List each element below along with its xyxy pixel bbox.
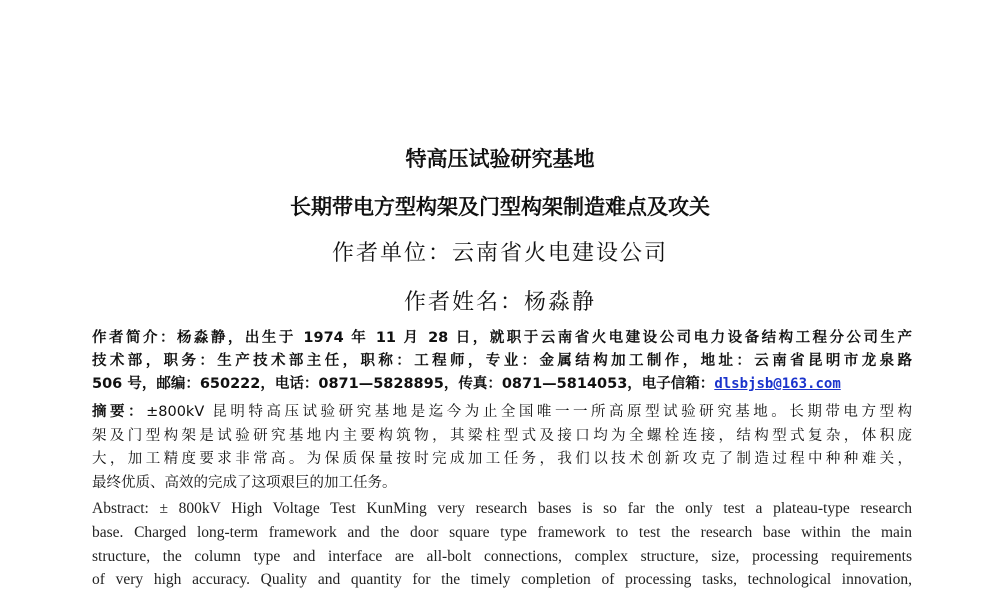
title-line-1: 特高压试验研究基地: [405, 147, 595, 171]
author-name: 作者姓名：杨淼静: [403, 290, 596, 315]
author-unit: 作者单位：云南省火电建设公司: [331, 241, 668, 266]
email-link[interactable]: dlsbjsb@163.com: [714, 376, 841, 392]
abstract-cn-line-1: [92, 401, 912, 425]
author-bio: [92, 327, 912, 396]
abstract-en-line-3: structure, the column type and interface are all-bolt connections, complex structure, size, processing requirements: [92, 547, 912, 565]
abstract-chinese: [92, 401, 912, 495]
bio-line-2: 技术部，职务：生产技术部主任，职称：工程师，专业：金属结构加工制作，地址：云南省昆明市龙泉路: [92, 353, 912, 369]
abstract-en-line-2: base. Charged long-term framework and the door square type framework to test the research base within the main: [92, 523, 912, 541]
abstract-cn-line-4: 最终优质、高效的完成了这项艰巨的加工任务。: [92, 474, 397, 491]
abstract-english: [92, 497, 912, 592]
abstract-cn-label: 摘要：: [92, 404, 147, 420]
bio-line-3-text: 506 号，邮编：650222，电话：0871—5828895，传真：0871—5814053，电子信箱：: [92, 376, 715, 392]
abstract-en-line-4: of very high accuracy. Quality and quantity for the timely completion of processing tasks, technological innovation,: [92, 571, 912, 589]
abstract-cn-line-2: 架及门型构架是试验研究基地内主要构筑物，其梁柱型式及接口均为全螺栓连接，结构型式复杂，体积庞: [92, 427, 912, 444]
abstract-cn-line-3: 大，加工精度要求非常高。为保质保量按时完成加工任务，我们以技术创新攻克了制造过程中种种难关，: [92, 451, 912, 467]
abstract-cn-line-1-text: ±800kV 昆明特高压试验研究基地是迄今为止全国唯一一所高原型试验研究基地。长期带电方型构: [146, 404, 912, 420]
title-line-2: 长期带电方型构架及门型构架制造难点及攻关: [290, 195, 710, 219]
bio-line-3: [92, 373, 912, 396]
bio-line-1: 作者简介：杨淼静，出生于 1974 年 11 月 28 日，就职于云南省火电建设公司电力设备结构工程分公司生产: [92, 330, 912, 346]
abstract-en-line-1: Abstract: ± 800kV High Voltage Test KunMing very research bases is so far the only test a plateau-type research: [92, 500, 912, 517]
